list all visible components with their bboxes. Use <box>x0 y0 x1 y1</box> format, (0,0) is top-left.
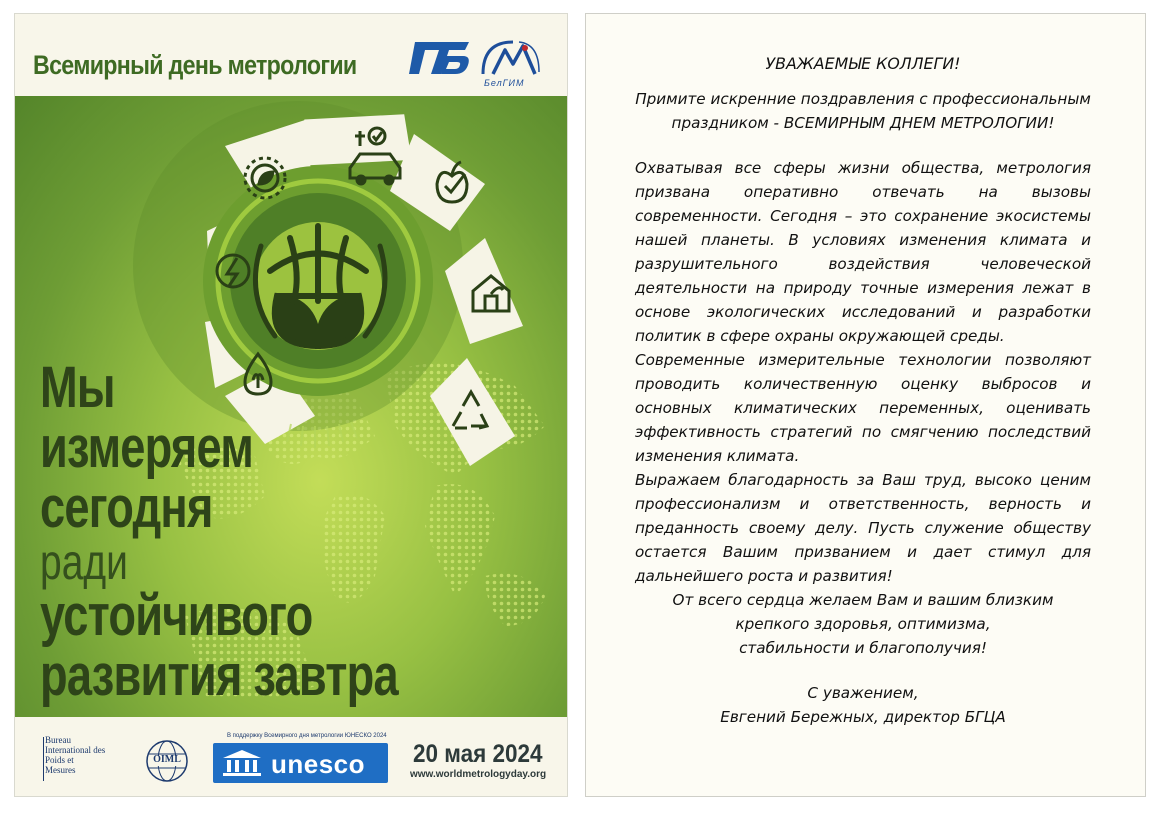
letter-signature: Евгений Бережных, директор БГЦА <box>720 708 1006 726</box>
poster-date: 20 мая 2024 <box>413 740 543 768</box>
belgim-logo-icon <box>479 36 543 80</box>
bipm-line-2: International des <box>45 745 106 755</box>
wish-line-3: стабильности и благополучия! <box>739 639 987 657</box>
slogan-line-2: измеряем <box>40 415 254 480</box>
unesco-logo <box>213 743 388 783</box>
letter-paragraph-3: Выражаем благодарность за Ваш труд, высоко ценим профессионализм и ответственность, верность и преданность своему делу. Пусть служение обществу остается Вашим призванием и дает стимул для дальнейшего роста и развития! <box>635 471 1091 585</box>
unesco-note: В поддержку Всемирного дня метрологии ЮНЕСКО 2024 <box>227 733 387 739</box>
slogan-line-5: устойчивого <box>40 583 313 648</box>
letter-paragraph-1: Охватывая все сферы жизни общества, метрология призвана оперативно отвечать на вызовы современности. Сегодня – это сохранение экосистемы нашей планеты. В условиях изменения климата и разрушительного воздействия человеческой деятельности на природу точные измерения лежат в основе экологических исследований и разработки политик в сфере охраны окружающей среды. <box>635 159 1091 345</box>
bipm-line-1: Bureau <box>45 735 71 745</box>
gtb-logo-icon <box>405 38 473 78</box>
letter-body <box>635 52 1091 729</box>
bipm-line-3: Poids et <box>45 755 74 765</box>
poster-slogan <box>40 355 499 708</box>
poster-header <box>15 14 568 96</box>
wish-line-2: крепкого здоровья, оптимизма, <box>735 615 991 633</box>
bipm-logo <box>39 735 105 775</box>
greeting-line-1: Примите искренние поздравления с профессиональным <box>635 90 1091 108</box>
letter-regards: С уважением, <box>807 684 919 702</box>
poster-title: Всемирный день метрологии <box>33 50 357 80</box>
metrology-day-poster <box>14 13 568 797</box>
poster-artwork <box>15 96 568 717</box>
slogan-line-1: Мы <box>40 355 115 420</box>
belgim-label: БелГИМ <box>484 78 525 88</box>
oiml-label: OIML <box>153 754 181 765</box>
slogan-line-6: развития завтра <box>40 643 398 708</box>
greeting-letter <box>585 13 1146 797</box>
wish-line-1: От всего сердца желаем Вам и вашим близким <box>672 591 1054 609</box>
poster-url: www.worldmetrologyday.org <box>410 769 547 780</box>
letter-paragraph-2: Современные измерительные технологии позволяют проводить количественную оценку выбросов и основных климатических переменных, оценивать эффективность стратегий по смягчению последствий изменения климата. <box>635 351 1091 465</box>
greeting-line-2: праздником - ВСЕМИРНЫМ ДНЕМ МЕТРОЛОГИИ! <box>671 114 1055 132</box>
slogan-line-4: ради <box>40 534 128 590</box>
letter-heading: УВАЖАЕМЫЕ КОЛЛЕГИ! <box>765 54 961 73</box>
bipm-line-4: Mesures <box>45 765 76 775</box>
unesco-temple-icon <box>221 748 263 778</box>
poster-footer <box>15 717 568 797</box>
slogan-line-3: сегодня <box>40 475 213 540</box>
unesco-label: unesco <box>271 749 366 779</box>
